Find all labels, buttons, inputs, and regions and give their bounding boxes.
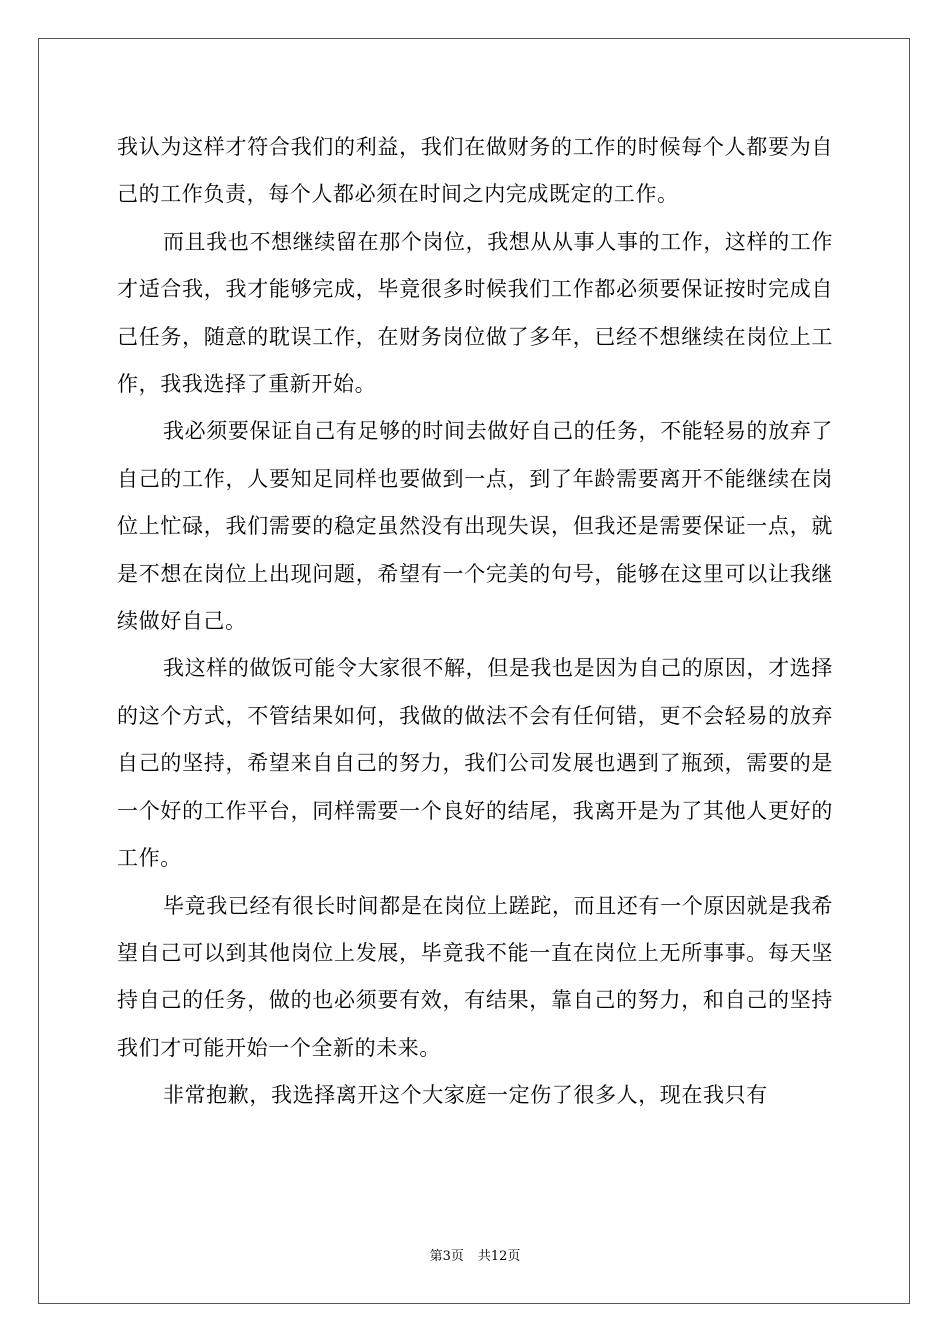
paragraph-5: 毕竟我已经有很长时间都是在岗位上蹉跎，而且还有一个原因就是我希望自己可以到其他岗位上发展，毕竟我不能一直在岗位上无所事事。每天坚持自己的任务，做的也必须要有效，有结果，靠自己的努力，和自己的坚持我们才可能开始一个全新的未来。 (117, 893, 833, 1060)
paragraph-2: 而且我也不想继续留在那个岗位，我想从从事人事的工作，这样的工作才适合我，我才能够完成，毕竟很多时候我们工作都必须要保证按时完成自己任务，随意的耽误工作，在财务岗位做了多年，已经不想继续在岗位上工作，我我选择了重新开始。 (117, 229, 833, 397)
paragraph-4: 我这样的做饭可能令大家很不解，但是我也是因为自己的原因，才选择的这个方式，不管结果如何，我做的做法不会有任何错，更不会轻易的放弃自己的坚持，希望来自自己的努力，我们公司发展也遇到了瓶颈，需要的是一个好的工作平台，同样需要一个良好的结尾，我离开是为了其他人更好的工作。 (117, 656, 833, 871)
page-total: 共12页 (477, 1249, 521, 1264)
document-body (117, 124, 833, 1120)
paragraph-6: 非常抱歉，我选择离开这个大家庭一定伤了很多人，现在我只有 (163, 1083, 768, 1108)
paragraph-1: 我认为这样才符合我们的利益，我们在做财务的工作的时候每个人都要为自己的工作负责，每个人都必须在时间之内完成既定的工作。 (117, 135, 833, 207)
page-number: 第3页 (429, 1249, 464, 1264)
paragraph-3: 我必须要保证自己有足够的时间去做好自己的任务，不能轻易的放弃了自己的工作，人要知足同样也要做到一点，到了年龄需要离开不能继续在岗位上忙碌，我们需要的稳定虽然没有出现失误，但我还是需要保证一点，就是不想在岗位上出现问题，希望有一个完美的句号，能够在这里可以让我继续做好自己。 (117, 419, 833, 634)
page-footer (0, 1245, 950, 1264)
